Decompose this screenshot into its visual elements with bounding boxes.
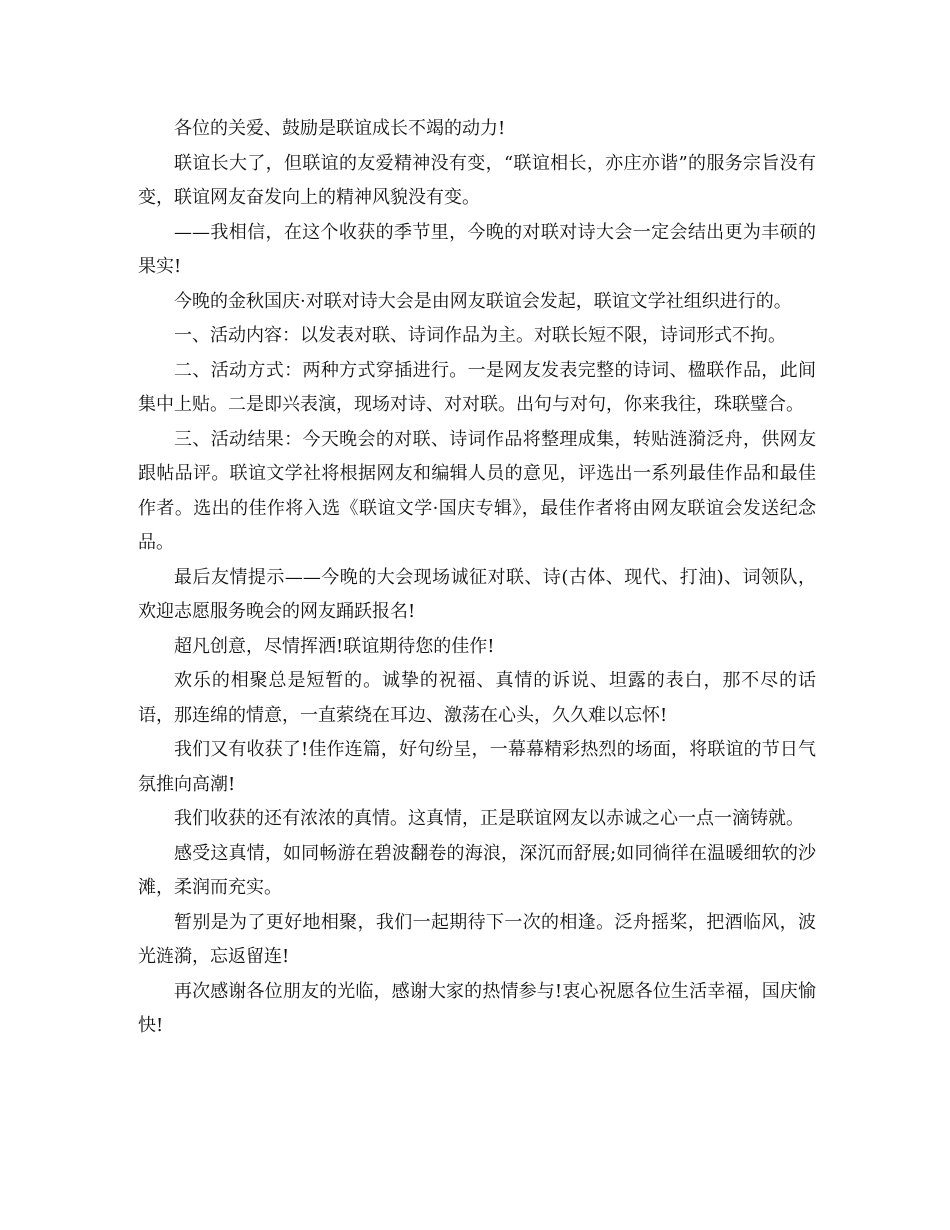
paragraph-12: 我们收获的还有浓浓的真情。这真情，正是联谊网友以赤诚之心一点一滴铸就。 [174, 808, 804, 829]
paragraph-9: 超凡创意，尽情挥洒!联谊期待您的佳作! [174, 635, 495, 657]
document-page [138, 112, 816, 1044]
paragraph-11: 我们又有收获了!佳作连篇，好句纷呈，一幕幕精彩热烈的场面，将联谊的节日气氛推向高潮! [138, 739, 816, 795]
paragraph-8: 最后友情提示——今晚的大会现场诚征对联、诗(古体、现代、打油)、词领队，欢迎志愿服务晚会的网友踊跃报名! [138, 566, 816, 622]
paragraph-2: 联谊长大了，但联谊的友爱精神没有变，“联谊相长，亦庄亦谐”的服务宗旨没有变，联谊网友奋发向上的精神风貌没有变。 [138, 152, 816, 208]
paragraph-3: ——我相信，在这个收获的季节里，今晚的对联对诗大会一定会结出更为丰硕的果实! [138, 221, 816, 277]
paragraph-4: 今晚的金秋国庆·对联对诗大会是由网友联谊会发起，联谊文学社组织进行的。 [174, 290, 792, 312]
paragraph-13: 感受这真情，如同畅游在碧波翻卷的海浪，深沉而舒展;如同徜徉在温暖细软的沙滩，柔润而充实。 [138, 842, 816, 898]
paragraph-5: 一、活动内容：以发表对联、诗词作品为主。对联长短不限，诗词形式不拘。 [174, 325, 786, 346]
paragraph-10: 欢乐的相聚总是短暂的。诚挚的祝福、真情的诉说、坦露的表白，那不尽的话语，那连绵的情意，一直萦绕在耳边、激荡在心头，久久难以忘怀! [138, 670, 816, 726]
paragraph-6: 二、活动方式：两种方式穿插进行。一是网友发表完整的诗词、楹联作品，此间集中上贴。二是即兴表演，现场对诗、对对联。出句与对句，你来我往，珠联璧合。 [138, 359, 816, 415]
paragraph-15: 再次感谢各位朋友的光临，感谢大家的热情参与!衷心祝愿各位生活幸福，国庆愉快! [138, 980, 816, 1036]
paragraph-7: 三、活动结果：今天晚会的对联、诗词作品将整理成集，转贴涟漪泛舟，供网友跟帖品评。联谊文学社将根据网友和编辑人员的意见，评选出一系列最佳作品和最佳作者。选出的佳作将入选《联谊文学·国庆专辑》，最佳作者将由网友联谊会发送纪念品。 [138, 428, 816, 553]
paragraph-14: 暂别是为了更好地相聚，我们一起期待下一次的相逢。泛舟摇桨，把酒临风，波光涟漪，忘返留连! [138, 911, 816, 967]
paragraph-1: 各位的关爱、鼓励是联谊成长不竭的动力! [174, 118, 506, 139]
